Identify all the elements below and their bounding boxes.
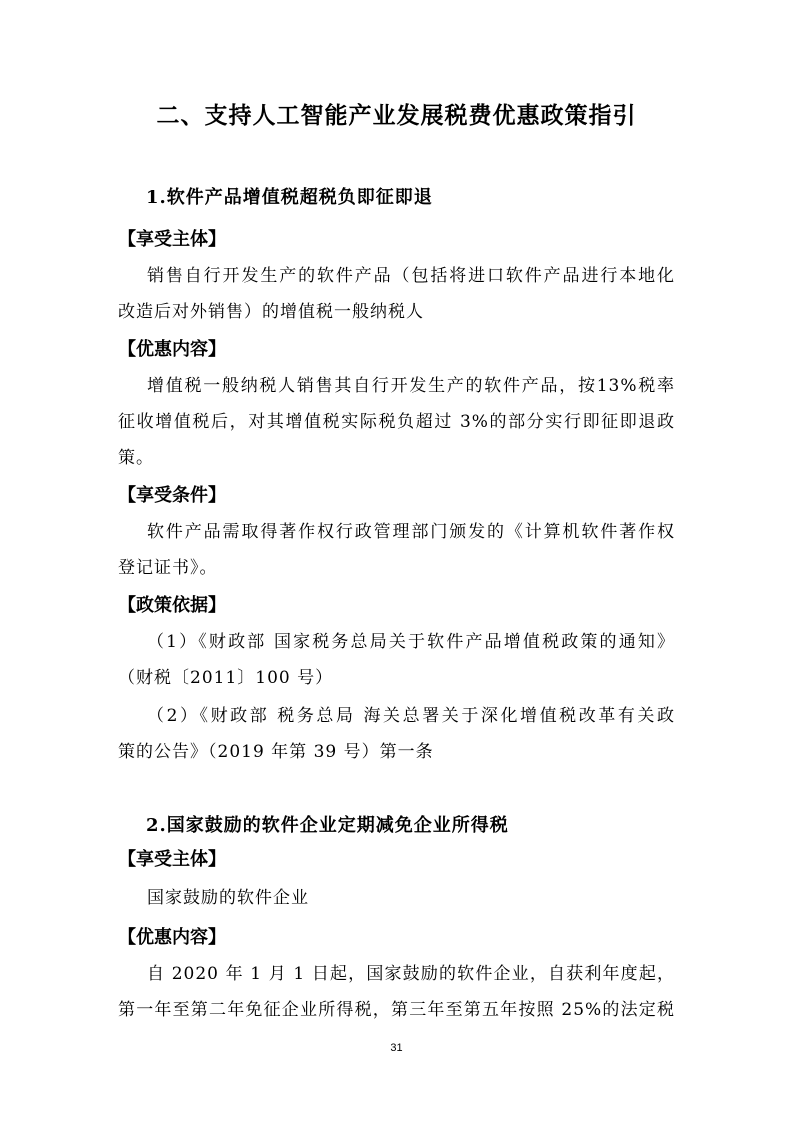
section-1-basis-line-2: （财税〔2011〕100 号） [118,668,334,688]
section-2-content-line-1: 自 2020 年 1 月 1 日起，国家鼓励的软件企业，自获利年度起， [147,964,675,984]
section-1-condition-label: 【享受条件】 [118,485,226,506]
section-1-subject-label: 【享受主体】 [118,229,226,250]
section-1-content-line-1: 增值税一般纳税人销售其自行开发生产的软件产品，按13%税率 [147,376,675,396]
section-1-content-line-3: 策。 [118,448,154,468]
section-1-content-line-2: 征收增值税后，对其增值税实际税负超过 3%的部分实行即征即退政 [118,412,675,432]
section-1-heading: 1.软件产品增值税超税负即征即退 [146,187,433,208]
section-1-basis-line-1: （1）《财政部 国家税务总局关于软件产品增值税政策的通知》 [147,632,675,652]
section-1-basis-label: 【政策依据】 [118,595,226,616]
page-number: 31 [390,1042,403,1054]
section-1-content-label: 【优惠内容】 [118,339,226,360]
section-1-subject-line-1: 销售自行开发生产的软件产品（包括将进口软件产品进行本地化 [147,266,675,286]
section-2-subject-line-1: 国家鼓励的软件企业 [147,888,309,908]
section-2-content-label: 【优惠内容】 [118,927,226,948]
section-1-basis-line-3: （2）《财政部 税务总局 海关总署关于深化增值税改革有关政 [147,706,675,726]
section-2-content-line-2: 第一年至第二年免征企业所得税，第三年至第五年按照 25%的法定税 [118,1000,675,1020]
section-2-subject-label: 【享受主体】 [118,849,226,870]
section-1-subject-line-2: 改造后对外销售）的增值税一般纳税人 [118,302,424,322]
section-1-condition-line-1: 软件产品需取得著作权行政管理部门颁发的《计算机软件著作权 [147,522,675,542]
section-2-heading: 2.国家鼓励的软件企业定期减免企业所得税 [146,815,509,836]
section-1-condition-line-2: 登记证书》。 [118,558,218,578]
section-1-basis-line-4: 策的公告》（2019 年第 39 号）第一条 [118,742,434,762]
page-title: 二、支持人工智能产业发展税费优惠政策指引 [156,102,637,129]
